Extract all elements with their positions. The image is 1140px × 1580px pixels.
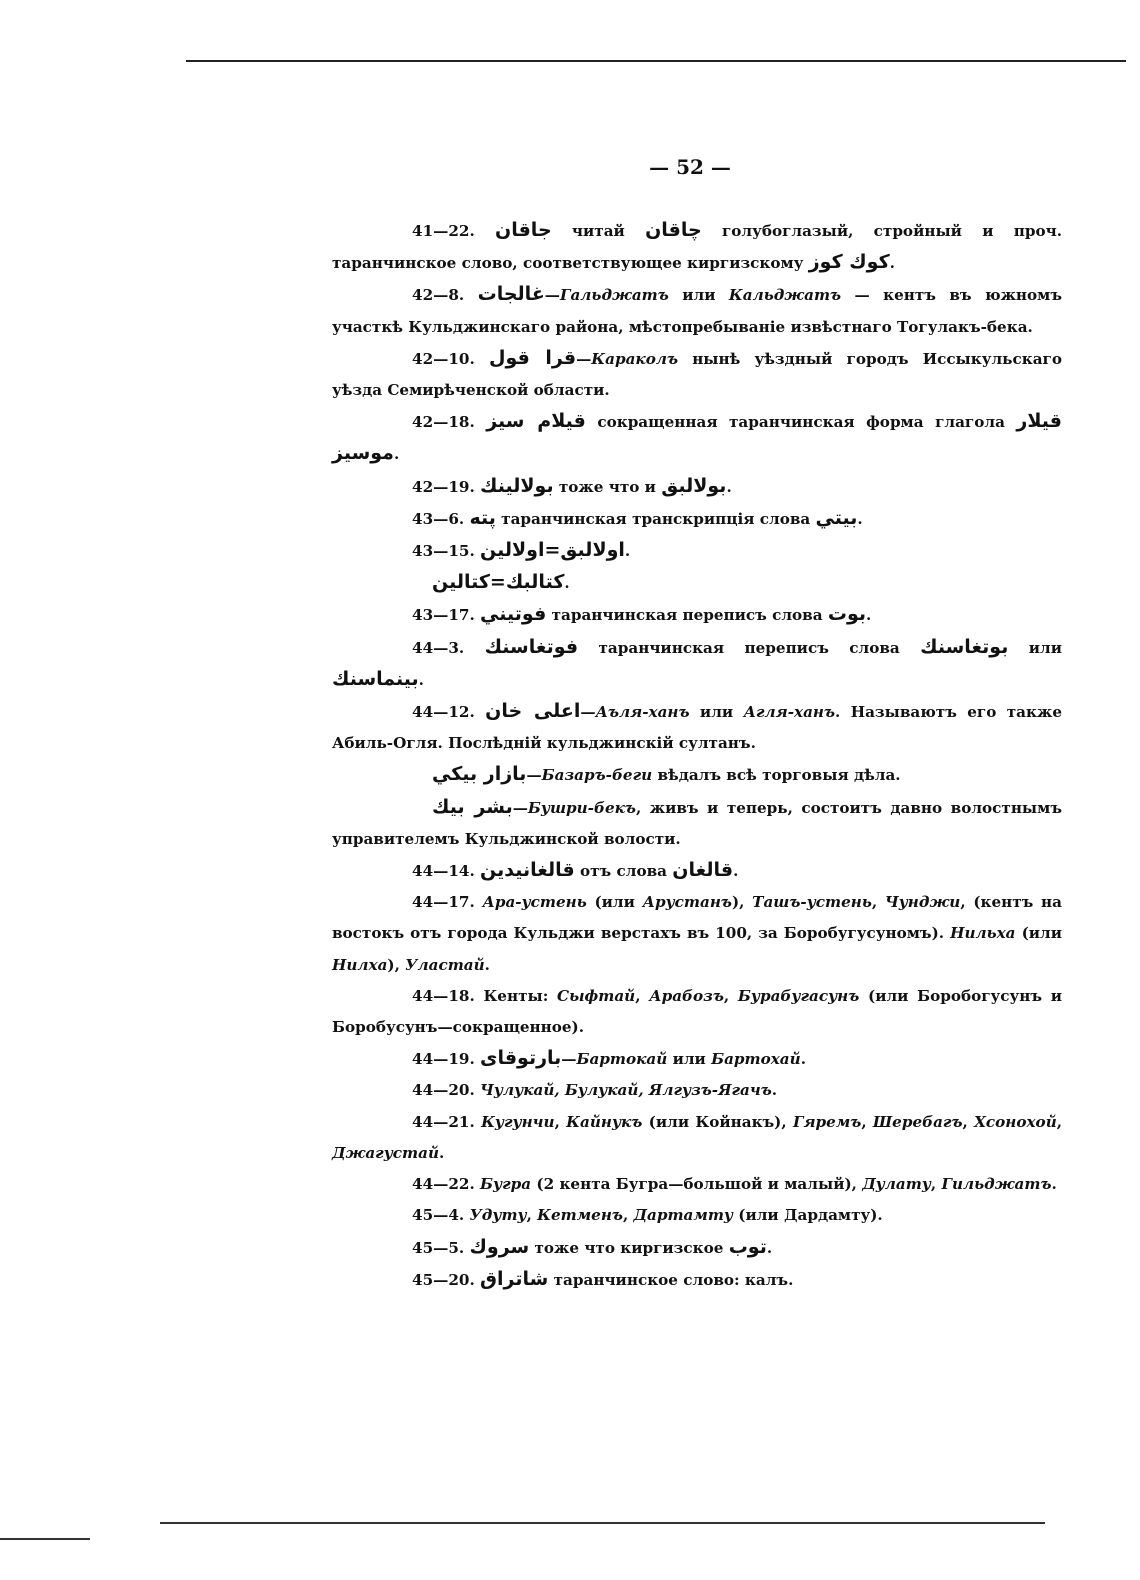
entry-ref: 43—6. [412, 509, 470, 528]
entry-text: — [576, 349, 592, 368]
italic-term: Хсонохой [974, 1112, 1057, 1131]
entry-text: — [544, 286, 560, 305]
entry-6 [332, 503, 1062, 535]
italic-term: Аъля-ханъ [595, 703, 690, 722]
entry-3 [332, 343, 1062, 406]
entry-ref: 44—17. [412, 893, 483, 912]
entry-ref: 44—12. [412, 703, 486, 722]
entry-text: . [733, 862, 739, 881]
entry-text: . [1051, 1175, 1057, 1194]
entry-text: . [800, 1050, 806, 1069]
arabic-term: بوتغاسنك [920, 635, 1009, 658]
entry-text: . [418, 670, 424, 689]
arabic-term: قيلار موسيز [332, 410, 1062, 465]
page-number: — 52 — [649, 155, 731, 179]
italic-term: Бартохай [711, 1050, 801, 1069]
entry-text: . [726, 477, 732, 496]
italic-term: Гяремъ [792, 1112, 862, 1131]
italic-term: Ара-устень [482, 893, 587, 912]
entry-text: — [561, 1050, 577, 1069]
arabic-term: بشر بيك [432, 795, 513, 818]
entry-1 [332, 215, 1062, 279]
entry-text: таранчинская транскрипція слова [495, 509, 816, 528]
entry-text: , [635, 986, 650, 1005]
italic-term: Гальджатъ [559, 286, 669, 305]
entry-ref: 42—18. [412, 413, 487, 432]
arabic-term: چاقان [645, 219, 702, 241]
italic-term: Кайнукъ [566, 1112, 643, 1131]
entry-text: , [930, 1175, 942, 1194]
arabic-term: قالغانيدين [480, 859, 575, 882]
entry-text: , [861, 1112, 873, 1131]
italic-term: Гильджатъ [941, 1175, 1052, 1194]
entry-17 [332, 1043, 1062, 1075]
arabic-term: جاقان [495, 219, 552, 241]
entry-14 [332, 855, 1062, 887]
entry-ref: 44—21. [412, 1112, 482, 1131]
italic-term: Ташъ-устень [752, 893, 872, 912]
entry-text: , [871, 893, 885, 912]
italic-term: Дулату [862, 1175, 931, 1194]
entry-text: нынѣ уѣздный городъ Иссыкульскаго уѣзда Семирѣченской области. [332, 349, 1062, 400]
corner-rule [0, 1538, 90, 1540]
italic-term: Нилха [332, 955, 388, 974]
arabic-term: اولالبق=اولالين [480, 539, 625, 562]
entry-ref: 45—5. [412, 1238, 470, 1257]
arabic-term: بازار بيكي [432, 763, 527, 786]
arabic-term: بوت [827, 603, 866, 626]
entry-text: , [1056, 1112, 1063, 1131]
entry-text: (или [1015, 924, 1062, 943]
entry-text: . [889, 254, 895, 273]
entry-ref: 42—10. [412, 349, 489, 368]
italic-term: Бугра [480, 1175, 532, 1194]
entry-ref: 45—4. [412, 1206, 470, 1225]
italic-term: Кальджатъ [728, 286, 842, 305]
entry-text: или [667, 1050, 712, 1069]
entry-text: (или Койнакъ), [642, 1112, 793, 1131]
entry-23 [332, 1264, 1062, 1296]
entry-ref: 42—19. [412, 477, 481, 496]
entry-text: , [526, 1206, 538, 1225]
entry-text: тоже что киргизское [529, 1238, 729, 1257]
entry-ref: 44—14. [412, 862, 481, 881]
entry-15 [332, 887, 1062, 981]
italic-term: Бушри-бекъ [527, 798, 636, 817]
entry-text: таранчинское слово: калъ. [548, 1270, 794, 1289]
arabic-term: قالغان [672, 859, 734, 882]
italic-term: Кетменъ [537, 1206, 623, 1225]
entry-2 [332, 279, 1062, 342]
arabic-term: قرا قول [488, 346, 577, 369]
entry-18 [332, 1075, 1062, 1106]
arabic-term: بينماسنك [332, 667, 419, 690]
italic-term: Агля-ханъ [743, 703, 836, 722]
arabic-term: اعلى خان [485, 700, 581, 723]
entry-ref: 41—22. [412, 222, 496, 240]
entry-ref: 44—3. [412, 638, 485, 657]
entry-text: вѣдалъ всѣ торговыя дѣла. [652, 766, 901, 785]
entry-text: . [393, 445, 400, 464]
entry-text: (или [586, 893, 643, 912]
entry-text: или [689, 703, 744, 722]
entry-text: , живъ и теперь, состоитъ давно волостнымъ управителемъ Кульджинской волости. [332, 798, 1063, 848]
entry-16 [332, 981, 1062, 1043]
entry-13 [332, 792, 1062, 855]
entry-text: . [866, 606, 872, 625]
italic-term: Джагустай [332, 1143, 440, 1162]
entry-text: , [622, 1206, 634, 1225]
entry-text: таранчинская переписъ слова [578, 638, 921, 657]
entry-text: (или Боробогусунъ и Боробусунъ—сокращенное). [332, 986, 1062, 1037]
entry-text: голубоглазый, стройный и проч. таранчинское слово, соответствующее киргизскому [332, 222, 1062, 273]
entry-12 [332, 759, 1062, 791]
entry-text: , [962, 1112, 975, 1131]
entry-text: или [668, 286, 729, 305]
arabic-term: فوتغاسنك [484, 635, 579, 658]
arabic-term: قيلام سيز [486, 410, 586, 433]
entry-ref: 44—22. [412, 1175, 481, 1194]
italic-term: Базаръ-беги [541, 766, 653, 785]
entry-20 [332, 1169, 1062, 1200]
entry-ref: 44—18. [412, 986, 484, 1005]
entry-19 [332, 1107, 1062, 1169]
bottom-rule [160, 1522, 1045, 1524]
italic-term: Дартамту [633, 1206, 733, 1225]
entry-text: — [526, 766, 542, 785]
entry-text: , (кентъ на востокъ отъ города Кульджи верстахъ въ 100, за Боробугусуномъ). [332, 893, 1062, 943]
italic-term: Чунджи [884, 893, 961, 912]
entry-text: . [771, 1081, 778, 1100]
entry-4 [332, 406, 1062, 470]
entry-11 [332, 696, 1062, 759]
entry-text: . [484, 955, 490, 974]
entry-text: читай [551, 222, 646, 240]
italic-term: Нильха [950, 924, 1016, 943]
entry-text: , [723, 986, 738, 1005]
italic-term: Арустанъ [642, 893, 732, 912]
arabic-term: كتالبك=كتالين [432, 571, 565, 594]
entry-text: . [857, 509, 863, 528]
entry-text: — кентъ въ южномъ участкѣ Кульджинскаго района, мѣстопребываніе извѣстнаго Тогулакъ-бека. [332, 286, 1063, 336]
entry-5 [332, 471, 1062, 503]
entry-10 [332, 632, 1062, 696]
entry-ref: 43—15. [412, 542, 481, 561]
arabic-term: بارتوقای [480, 1047, 562, 1070]
entry-22 [332, 1232, 1062, 1264]
entry-text: или [1008, 638, 1062, 657]
italic-term: Арабозъ [649, 986, 724, 1005]
entry-text: таранчинская переписъ слова [546, 606, 828, 625]
entry-ref: 42—8. [412, 286, 478, 305]
arabic-term: فوتيني [480, 603, 547, 626]
entry-text: ), [387, 955, 406, 974]
entry-8 [332, 567, 1062, 599]
italic-term: Бурабугасунъ [737, 986, 860, 1005]
entry-text: . [439, 1143, 445, 1162]
page-body [332, 215, 1062, 1296]
arabic-term: بيتي [815, 506, 858, 529]
italic-term: Уластай [405, 955, 485, 974]
entry-text: — [512, 798, 528, 817]
arabic-term: بولالينك [480, 474, 554, 497]
italic-term: Бартокай [576, 1050, 668, 1069]
entry-text: — [580, 703, 596, 722]
italic-term: Чулукай, Булукай, Ялгузъ-Ягачъ [480, 1081, 772, 1100]
entry-ref: 43—17. [412, 606, 481, 625]
entry-text: . [624, 542, 631, 561]
entry-text: . [564, 574, 570, 593]
entry-text: , [554, 1112, 567, 1131]
entry-7 [332, 535, 1062, 567]
arabic-term: بولالبق [661, 474, 727, 497]
entry-text: (2 кента Бугра—большой и малый), [531, 1175, 863, 1194]
top-rule [186, 60, 1126, 62]
arabic-term: پتە [469, 506, 496, 529]
arabic-term: كوك كوز [808, 251, 890, 274]
entry-ref: 45—20. [412, 1270, 481, 1289]
italic-term: Удуту [469, 1206, 527, 1225]
entry-ref: 44—20. [412, 1081, 481, 1100]
entry-ref: 44—19. [412, 1050, 481, 1069]
arabic-term: غالجات [477, 283, 545, 306]
entry-21 [332, 1200, 1062, 1231]
entry-text: сокращенная таранчинская форма глагола [585, 413, 1017, 432]
italic-term: Кугунчи [481, 1112, 555, 1131]
entry-text: (или Дардамту). [732, 1206, 883, 1225]
italic-term: Шеребагъ [872, 1112, 963, 1131]
entry-9 [332, 599, 1062, 631]
arabic-term: توب [728, 1235, 767, 1258]
entry-text: отъ слова [574, 862, 673, 881]
arabic-term: شاتراق [480, 1267, 549, 1290]
entry-text: тоже что и [553, 477, 662, 496]
italic-term: Сыфтай [557, 986, 636, 1005]
entry-text: . Называютъ его также Абиль-Огля. Послѣдній кульджинскій султанъ. [332, 703, 1062, 753]
entry-text: Кенты: [483, 986, 558, 1005]
arabic-term: سروك [469, 1235, 530, 1258]
entry-text: . [766, 1238, 773, 1257]
italic-term: Караколъ [591, 349, 678, 368]
entry-text: ), [731, 893, 753, 912]
